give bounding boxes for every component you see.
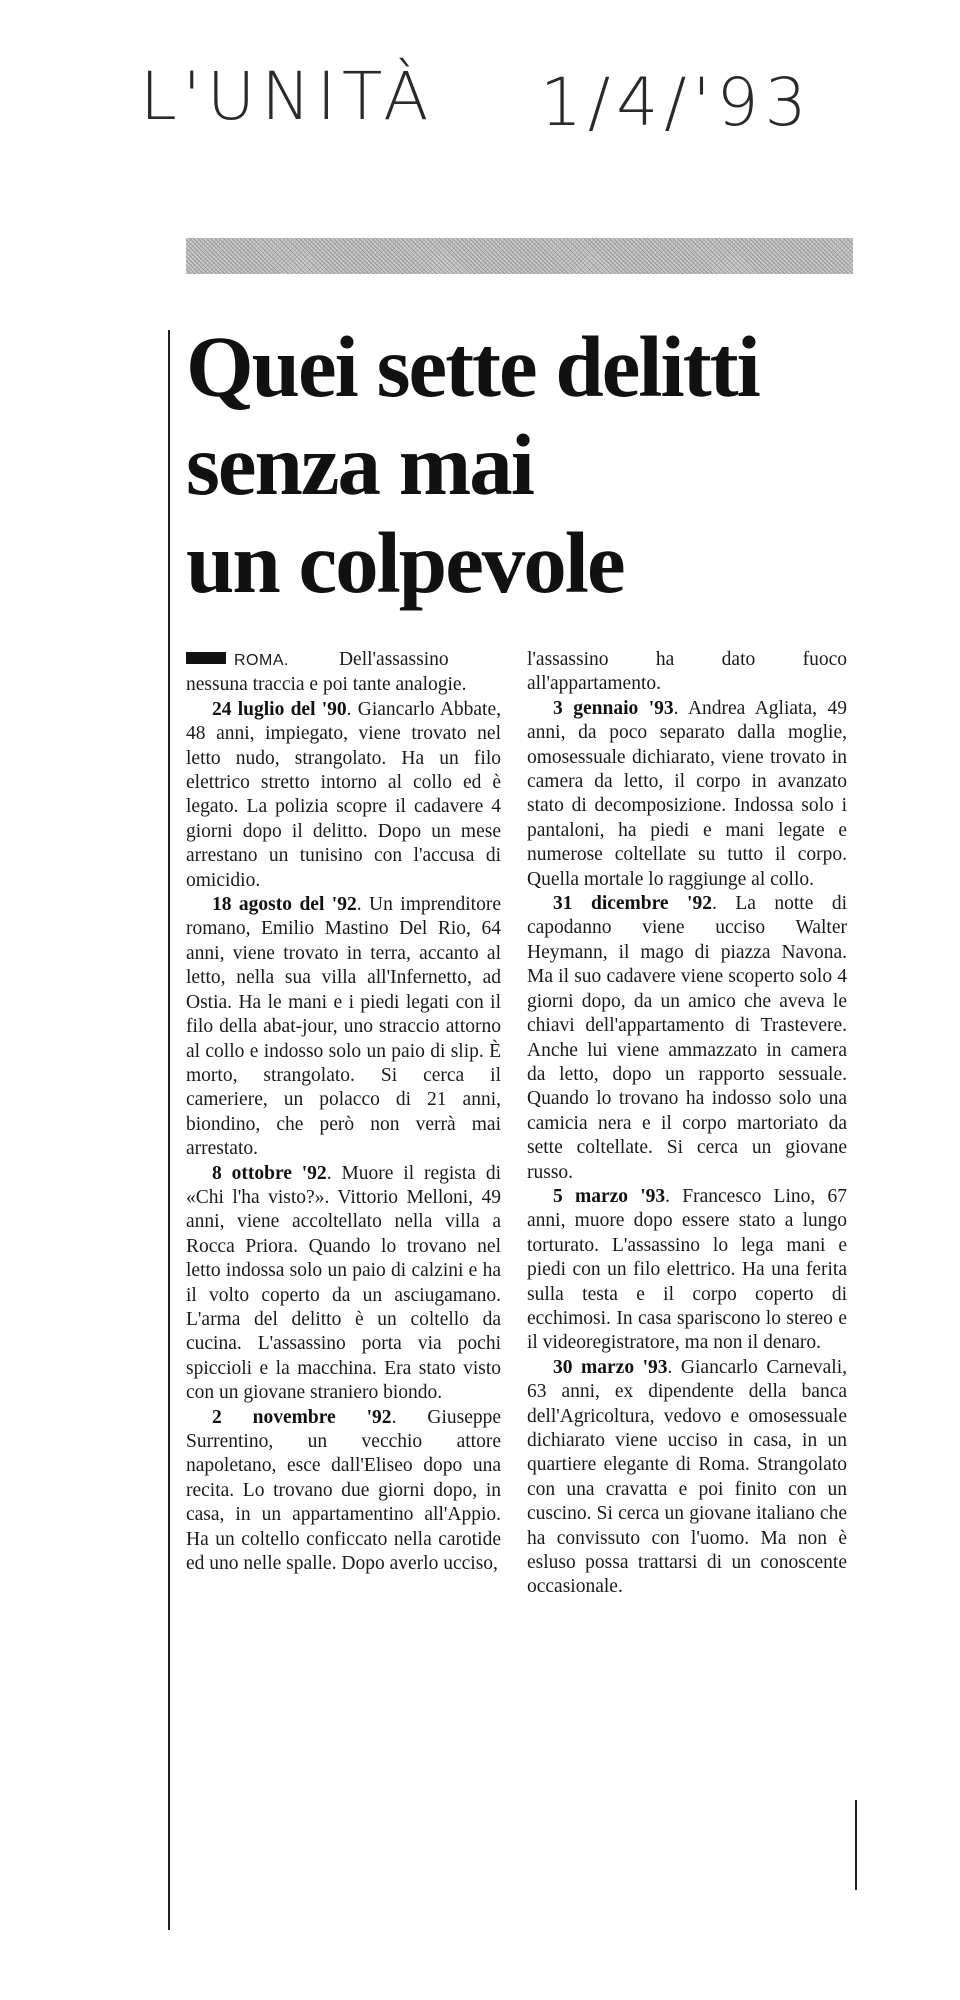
entry-text: Francesco Lino, 67 anni, muore dopo essere stato a lungo torturato. L'assassino lo lega mani e piedi con un filo elettrico. Ha una ferita sulla testa e il corpo coperto di ecchimosi. In casa spariscono lo stereo e il videoregistratore, ma non il denaro. xyxy=(527,1185,847,1354)
dateline: ROMA. xyxy=(234,652,289,669)
entry-text: l'assassino ha dato fuoco all'appartamento. xyxy=(527,649,847,695)
entry-date: 8 ottobre '92 xyxy=(212,1162,327,1184)
entry-text: Giancarlo Carnevali, 63 anni, ex dipendente della banca dell'Agricoltura, vedovo e omosessuale dichiarato viene ucciso in casa, in un quartiere elegante di Roma. Strangolato con una cravatta e poi finito con un cuscino. Si cerca un giovane italiano che ha convissuto con l'uomo. Ma non è esluso possa trattarsi di un conoscente occasionale. xyxy=(527,1356,847,1598)
entry-date: 31 dicembre '92 xyxy=(553,893,712,915)
entry-paragraph: 31 dicembre '92. La notte di capodanno viene ucciso Walter Heymann, il mago di piazza Navona. Ma il suo cadavere viene scoperto solo 4 giorni dopo, da un amico che aveva le chiavi dell'appartamento di Trastevere. Anche lui viene ammazzato in camera da letto, dopo un rapporto sessuale. Quando lo trovano ha indosso solo una camicia nera e il corpo martoriato da sette coltellate. Si cerca un giovane russo. xyxy=(527,893,847,1183)
entry-date: 30 marzo '93 xyxy=(553,1356,668,1378)
column-rule-left xyxy=(168,330,170,1930)
article-column-2 xyxy=(527,648,847,1600)
entry-text: Giuseppe Surrentino, un vecchio attore napoletano, esce dall'Eliseo dopo una recita. Lo trovano due giorni dopo, in casa, in un appartamentino all'Appio. Ha un coltello conficcato nella carotide ed uno nelle spalle. Dopo averlo ucciso, xyxy=(186,1406,502,1575)
column-rule-right xyxy=(855,1800,857,1890)
handwritten-annotation xyxy=(140,58,813,141)
handwritten-date: 1/4/'93 xyxy=(540,64,813,141)
entry-text: La notte di capodanno viene ucciso Walter Heymann, il mago di piazza Navona. Ma il suo cadavere viene scoperto solo 4 giorni dopo, da un amico che aveva le chiavi dell'appartamento di Trastevere. Anche lui viene ammazzato in camera da letto, dopo un rapporto sessuale. Quando lo trovano ha indosso solo una camicia nera e il corpo martoriato da sette coltellate. Si cerca un giovane russo. xyxy=(527,893,847,1183)
intro-text: Dell'assassino nessuna traccia e poi tante analogie. xyxy=(186,649,467,696)
entry-text: Muore il regista di «Chi l'ha visto?». Vittorio Melloni, 49 anni, viene accoltellato nella villa a Rocca Priora. Quando lo trovano nel letto indossa solo un paio di calzini e ha il volto coperto da un asciugamano. L'arma del delitto è un coltello da cucina. L'assassino porta via pochi spiccioli e la macchina. Era stato visto con un giovane straniero biondo. xyxy=(186,1162,501,1404)
entry-paragraph: 30 marzo '93. Giancarlo Carnevali, 63 anni, ex dipendente della banca dell'Agricoltura, vedovo e omosessuale dichiarato viene ucciso in casa, in un quartiere elegante di Roma. Strangolato con una cravatta e poi finito con un cuscino. Si cerca un giovane italiano che ha convissuto con l'uomo. Ma non è esluso possa trattarsi di un conoscente occasionale. xyxy=(527,1356,847,1598)
entry-text: Un imprenditore romano, Emilio Mastino Del Rio, 64 anni, viene trovato in terra, accanto al letto, nella sua villa all'Infernetto, ad Ostia. Ha le mani e i piedi legati con il filo della abat-jour, uno straccio attorno al collo e indosso solo un paio di slip. È morto, strangolato. Si cerca il cameriere, un polacco di 21 anni, biondino, che però non verrà mai arrestato. xyxy=(186,894,501,1160)
entry-text: Giancarlo Abbate, 48 anni, impiegato, viene trovato nel letto nudo, strangolato. Ha un filo elettrico stretto intorno al collo ed è legato. La polizia scopre il cadavere 4 giorni dopo il delitto. Dopo un mese arrestano un tunisino con l'accusa di omicidio. xyxy=(186,698,502,891)
entry-paragraph: 5 marzo '93. Francesco Lino, 67 anni, muore dopo essere stato a lungo torturato. L'assassino lo lega mani e piedi con un filo elettrico. Ha una ferita sulla testa e il corpo coperto di ecchimosi. In casa spariscono lo stereo e il videoregistratore, ma non il denaro. xyxy=(527,1185,847,1354)
entry-paragraph: 24 luglio del '90. Giancarlo Abbate, 48 anni, impiegato, viene trovato nel letto nudo, strangolato. Ha un filo elettrico stretto intorno al collo ed è legato. La polizia scopre il cadavere 4 giorni dopo il delitto. Dopo un mese arrestano un tunisino con l'accusa di omicidio. xyxy=(186,698,502,891)
entry-date: 24 luglio del '90 xyxy=(212,698,347,720)
entry-date: 18 agosto del '92 xyxy=(212,894,357,916)
entry-paragraph: 3 gennaio '93. Andrea Agliata, 49 anni, da poco separato dalla moglie, omosessuale dichiarato, viene trovato in camera da letto, il corpo in avanzato stato di decomposizione. Indossa solo i pantaloni, ha piedi e mani legate e numerose coltellate su tutto il corpo. Quella mortale lo raggiunge al collo. xyxy=(527,697,847,890)
headline: Quei sette delitti senza mai un colpevole xyxy=(186,318,759,611)
handwritten-source: L'UNITÀ xyxy=(140,58,435,135)
entry-paragraph: 2 novembre '92. Giuseppe Surrentino, un vecchio attore napoletano, esce dall'Eliseo dopo una recita. Lo trovano due giorni dopo, in casa, in un appartamentino all'Appio. Ha un coltello conficcato nella carotide ed uno nelle spalle. Dopo averlo ucciso, xyxy=(186,1406,502,1575)
entry-paragraph: 18 agosto del '92. Un imprenditore romano, Emilio Mastino Del Rio, 64 anni, viene trovato in terra, accanto al letto, nella sua villa all'Infernetto, ad Ostia. Ha le mani e i piedi legati con il filo della abat-jour, uno straccio attorno al collo e indosso solo un paio di slip. È morto, strangolato. Si cerca il cameriere, un polacco di 21 anni, biondino, che però non verrà mai arrestato. xyxy=(186,894,501,1160)
intro-paragraph xyxy=(186,648,501,698)
entry-paragraph: 8 ottobre '92. Muore il regista di «Chi l'ha visto?». Vittorio Melloni, 49 anni, viene accoltellato nella villa a Rocca Priora. Quando lo trovano nel letto indossa solo un paio di calzini e ha il volto coperto da un asciugamano. L'arma del delitto è un coltello da cucina. L'assassino porta via pochi spiccioli e la macchina. Era stato visto con un giovane straniero biondo. xyxy=(186,1162,501,1404)
entry-text: Andrea Agliata, 49 anni, da poco separato dalla moglie, omosessuale dichiarato, viene trovato in camera da letto, il corpo in avanzato stato di decomposizione. Indossa solo i pantaloni, ha piedi e mani legate e numerose coltellate su tutto il corpo. Quella mortale lo raggiunge al collo. xyxy=(527,697,847,890)
hatched-banner xyxy=(186,238,853,274)
entry-date: 3 gennaio '93 xyxy=(553,697,674,719)
article-column-1 xyxy=(186,648,501,1576)
entry-date: 5 marzo '93 xyxy=(553,1185,666,1207)
square-bullet-icon xyxy=(186,652,226,664)
entry-continuation xyxy=(527,648,847,697)
entry-date: 2 novembre '92 xyxy=(212,1406,392,1428)
